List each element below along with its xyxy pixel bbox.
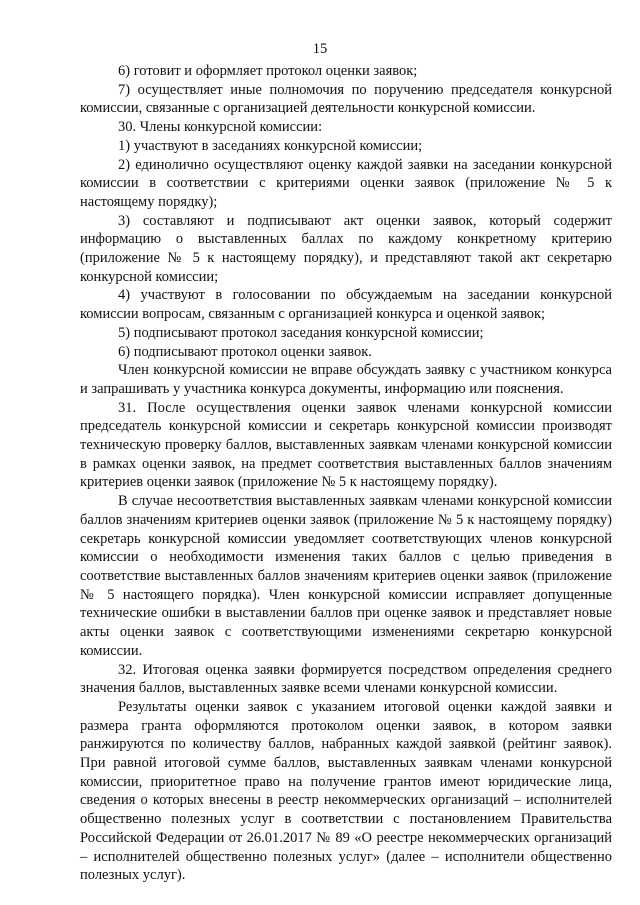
paragraph-30-item-2: 2) единолично осуществляют оценку каждой заявки на заседании конкурсной комиссии в соответствии с критериями оценки заявок (приложение № 5 к настоящему порядку);: [80, 156, 612, 210]
paragraph-section-31: 31. После осуществления оценки заявок членами конкурсной комиссии председатель конкурсной комиссии и секретарь конкурсной комиссии производят техническую проверку баллов, выставленных заявкам членами конкурсной комиссии в рамках оценки заявок, на предмет соответствия выставленных баллов значениям критериев оценки заявок (приложение № 5 к настоящему порядку).: [80, 399, 612, 491]
paragraph-30-item-3: 3) составляют и подписывают акт оценки заявок, который содержит информацию о выставленных баллах по каждому конкретному критерию (приложение № 5 к настоящему порядку), и представляют такой акт секретарю конкурсной комиссии;: [80, 212, 612, 285]
paragraph-32-results: Результаты оценки заявок с указанием итоговой оценки каждой заявки и размера гранта оформляются протоколом оценки заявок, в котором заявки ранжируются по количеству баллов, набранных каждой заявкой (рейтинг заявок). При равной итоговой сумме баллов, выставленных заявкам членами конкурсной комиссии, приоритетное право на получение грантов имеют юридические лица, сведения о которых внесены в реестр некоммерческих организаций – исполнителей общественно полезных услуг в соответствии с постановлением Правительства Российской Федерации от 26.01.2017 № 89 «О реестре некоммерческих организаций – исполнителей общественно полезных услуг» (далее – исполнители общественно полезных услуг).: [80, 698, 612, 884]
paragraph-item-7: 7) осуществляет иные полномочия по поручению председателя конкурсной комиссии, связанные с организацией деятельности конкурсной комиссии.: [80, 81, 612, 117]
paragraph-30-item-5: 5) подписывают протокол заседания конкурсной комиссии;: [118, 324, 484, 341]
paragraph-item-6: 6) готовит и оформляет протокол оценки заявок;: [118, 63, 418, 79]
paragraph-section-32: 32. Итоговая оценка заявки формируется посредством определения среднего значения баллов, выставленных заявке всеми членами конкурсной комиссии.: [80, 661, 612, 697]
paragraph-section-30: 30. Члены конкурсной комиссии:: [118, 119, 323, 136]
paragraph-member-restriction: Член конкурсной комиссии не вправе обсуждать заявку с участником конкурса и запрашивать у участника конкурса документы, информацию или пояснения.: [80, 362, 612, 397]
paragraph-30-item-1: 1) участвуют в заседаниях конкурсной комиссии;: [118, 137, 423, 154]
paragraph-30-item-6: 6) подписывают протокол оценки заявок.: [118, 343, 372, 360]
document-body: [80, 62, 612, 885]
paragraph-31-discrepancy: В случае несоответствия выставленных заявкам членами конкурсной комиссии баллов значениям критериев оценки заявок (приложение № 5 к настоящему порядку) секретарь конкурсной комиссии уведомляет соответствующих членов конкурсной комиссии о необходимости изменения таких баллов с целью приведения в соответствие выставленных баллов значениям критериев оценки заявок (приложение № 5 настоящего порядка). Член конкурсной комиссии исправляет допущенные технические ошибки в выставлении баллов при оценке заявок и представляет новые акты оценки заявок с соответствующими изменениями секретарю конкурсной комиссии.: [80, 493, 612, 659]
paragraph-30-item-4: 4) участвуют в голосовании по обсуждаемым на заседании конкурсной комиссии вопросам, связанным с организацией конкурса и оценкой заявок;: [80, 287, 612, 323]
page-number: 15: [312, 41, 328, 57]
